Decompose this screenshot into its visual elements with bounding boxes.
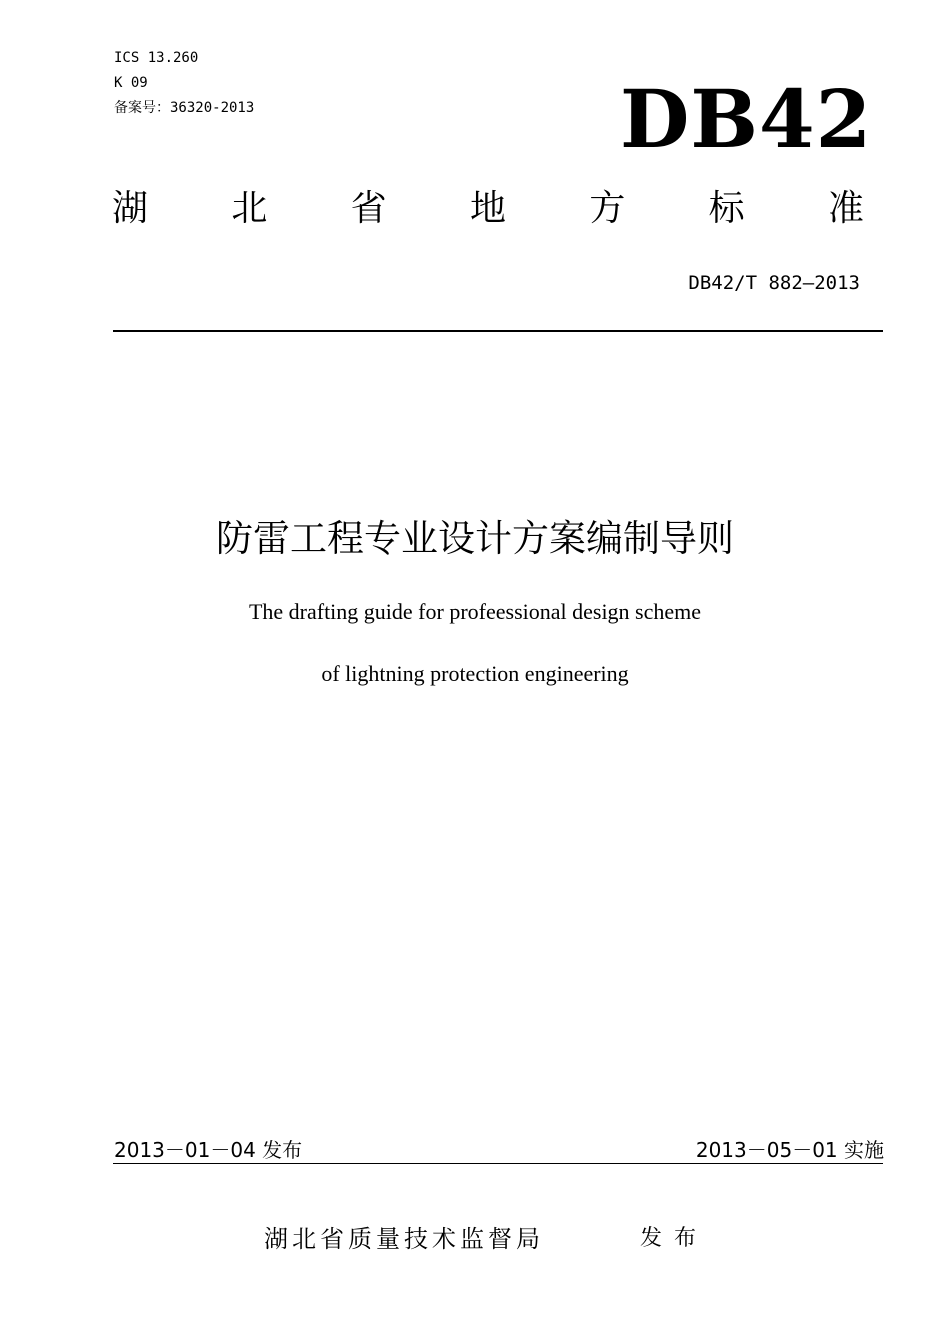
- classification-code: K 09: [114, 75, 148, 91]
- issue-date: 2013－01－04 发布: [114, 1138, 303, 1162]
- standard-type: [112, 186, 864, 232]
- standard-type-char: 方: [589, 188, 626, 229]
- document-title-chinese: 防雷工程专业设计方案编制导则: [216, 517, 734, 560]
- footer-divider: [113, 1163, 883, 1164]
- record-number: 备案号：36320-2013: [114, 100, 255, 116]
- document-title-english-line2: of lightning protection engineering: [321, 661, 629, 686]
- publisher-name: 湖北省质量技术监督局: [264, 1225, 544, 1253]
- standard-code: DB42/T 882—2013: [688, 272, 860, 294]
- header-divider: [113, 330, 883, 332]
- ics-code: ICS 13.260: [114, 50, 199, 66]
- standard-type-char: 北: [231, 188, 268, 229]
- standard-type-char: 湖: [112, 188, 149, 229]
- standard-type-char: 准: [827, 188, 864, 229]
- document-title-english-line1: The drafting guide for profeessional design scheme: [248, 599, 702, 624]
- standard-logo: DB42: [620, 72, 873, 166]
- standard-type-char: 标: [708, 188, 745, 229]
- implementation-date: 2013－05－01 实施: [695, 1138, 884, 1162]
- standard-type-char: 地: [469, 188, 506, 229]
- publisher-action: 发布: [640, 1226, 709, 1251]
- standard-type-char: 省: [350, 188, 387, 229]
